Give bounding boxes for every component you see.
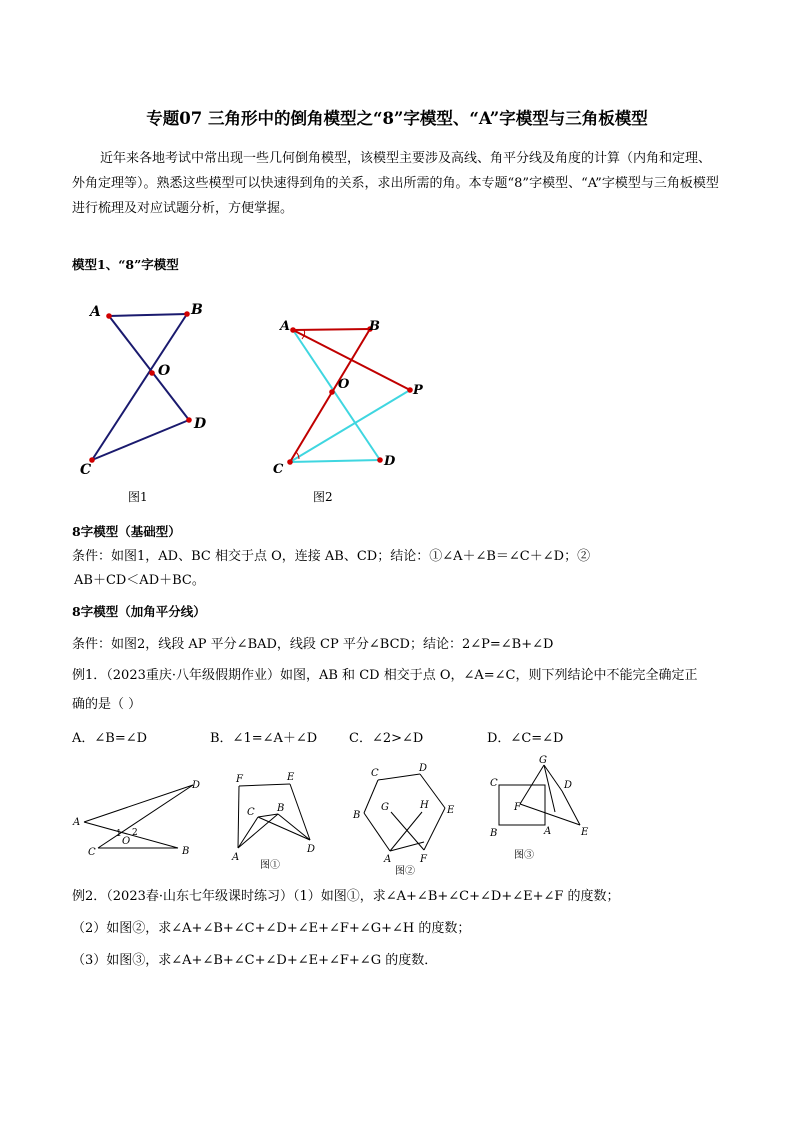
label-a: A bbox=[384, 854, 392, 865]
bisector-condition: 条件：如图2，线段 AP 平分∠BAD，线段 CP 平分∠BCD；结论：2∠P=∠B+∠D bbox=[72, 637, 554, 652]
intro-paragraph: 近年来各地考试中常出现一些几何倒角模型，该模型主要涉及高线、角平分线及角度的计算（内角和定理、外角定理等）。熟悉这些模型可以快速得到角的关系，求出所需的角。本专题“8”字模型、“A”字模型与三角板模型进行梳理及对应试题分析，方便掌握。 bbox=[72, 151, 719, 216]
segment-cd bbox=[92, 420, 189, 460]
figure-circled-2-caption: 图② bbox=[395, 866, 415, 877]
segment-cb bbox=[364, 780, 378, 813]
figure-circled-1 bbox=[228, 770, 328, 872]
figure-circled-3 bbox=[484, 752, 599, 864]
label-b: B bbox=[369, 319, 380, 334]
segment-ad bbox=[293, 330, 380, 460]
point-c bbox=[287, 459, 293, 465]
segment-ab bbox=[109, 314, 187, 316]
label-c: C bbox=[273, 462, 284, 477]
example2-line3: （3）如图③，求∠A+∠B+∠C+∠D+∠E+∠F+∠G 的度数． bbox=[72, 953, 438, 968]
example1-figure bbox=[68, 772, 208, 862]
label-d: D bbox=[384, 454, 396, 469]
point-p bbox=[407, 387, 413, 393]
label-d: D bbox=[564, 780, 573, 791]
label-c: C bbox=[371, 768, 379, 779]
figure-2-caption: 图2 bbox=[313, 490, 333, 504]
figure-circled-3-caption: 图③ bbox=[514, 850, 534, 861]
segment-bc bbox=[92, 314, 187, 460]
segment-ab bbox=[238, 814, 278, 848]
label-a: A bbox=[90, 304, 101, 320]
segment-cp bbox=[290, 390, 410, 462]
option-c: C．∠2>∠D bbox=[349, 731, 424, 746]
example1-line1: 例1．（2023重庆·八年级假期作业）如图，AB 和 CD 相交于点 O，∠A=∠C，则下列结论中不能完全确定正 bbox=[72, 668, 698, 683]
bisector-heading: 8字模型（加角平分线） bbox=[72, 604, 206, 619]
basic-condition-line2: AB＋CD＜AD＋BC。 bbox=[74, 573, 205, 588]
label-a: A bbox=[280, 319, 291, 334]
option-b: B．∠1=∠A＋∠D bbox=[210, 731, 318, 746]
label-f: F bbox=[420, 854, 427, 865]
label-a: A bbox=[232, 852, 240, 863]
label-d: D bbox=[307, 844, 316, 855]
label-b: B bbox=[182, 846, 190, 857]
segment-ba bbox=[364, 813, 390, 851]
point-a bbox=[290, 327, 296, 333]
figure-2 bbox=[270, 312, 440, 477]
label-f: F bbox=[514, 802, 521, 813]
point-o bbox=[149, 370, 155, 376]
label-o: O bbox=[338, 377, 350, 392]
label-b: B bbox=[277, 803, 285, 814]
segment-fe bbox=[239, 784, 290, 786]
point-o bbox=[329, 389, 335, 395]
label-o: O bbox=[158, 363, 171, 379]
label-d: D bbox=[419, 763, 428, 774]
figure-circled-2 bbox=[348, 760, 463, 878]
label-c: C bbox=[88, 847, 96, 858]
figure-1-caption: 图1 bbox=[128, 490, 148, 504]
model1-heading: 模型1、“8”字模型 bbox=[72, 257, 179, 272]
page-title: 专题07 三角形中的倒角模型之“8”字模型、“A”字模型与三角板模型 bbox=[146, 109, 648, 128]
segment-ac bbox=[238, 817, 258, 848]
label-c: C bbox=[247, 807, 255, 818]
segment-ad bbox=[109, 316, 189, 420]
segment-cd bbox=[290, 460, 380, 462]
point-d bbox=[186, 417, 192, 423]
label-g: G bbox=[539, 755, 547, 766]
label-e: E bbox=[287, 772, 295, 783]
segment-af-lower bbox=[390, 842, 424, 851]
label-h: H bbox=[420, 800, 429, 811]
angle-label-1: 1 bbox=[116, 829, 122, 839]
label-e: E bbox=[581, 827, 589, 838]
basic-heading: 8字模型（基础型） bbox=[72, 524, 181, 539]
label-b: B bbox=[353, 810, 361, 821]
segment-cd bbox=[378, 774, 420, 780]
figure-1 bbox=[72, 292, 232, 482]
label-a: A bbox=[544, 826, 552, 837]
point-a bbox=[106, 313, 112, 319]
segment-ga bbox=[544, 765, 555, 812]
label-g: G bbox=[381, 802, 389, 813]
point-d bbox=[377, 457, 383, 463]
segment-ab bbox=[293, 329, 370, 330]
segment-ah bbox=[390, 812, 422, 851]
figure-circled-1-caption: 图① bbox=[260, 860, 280, 871]
label-d: D bbox=[194, 416, 207, 432]
label-o: O bbox=[122, 836, 131, 847]
option-d: D．∠C=∠D bbox=[487, 731, 564, 746]
segment-fa bbox=[238, 786, 239, 848]
label-f: F bbox=[236, 774, 243, 785]
example2-line1: 例2．（2023春·山东七年级课时练习）（1）如图①，求∠A+∠B+∠C+∠D+∠E+∠F 的度数； bbox=[72, 889, 620, 904]
segment-ef bbox=[424, 808, 445, 850]
label-p: P bbox=[413, 383, 423, 398]
example2-line2: （2）如图②，求∠A+∠B+∠C+∠D+∠E+∠F+∠G+∠H 的度数； bbox=[72, 921, 471, 936]
basic-condition-line1: 条件：如图1，AD、BC 相交于点 O，连接 AB、CD；结论：①∠A＋∠B＝∠C＋∠D；② bbox=[72, 549, 591, 564]
segment-cd bbox=[258, 817, 310, 840]
angle-label-2: 2 bbox=[132, 828, 138, 838]
label-d: D bbox=[192, 780, 201, 791]
label-b: B bbox=[191, 302, 203, 318]
label-c: C bbox=[80, 462, 92, 478]
label-a: A bbox=[73, 817, 81, 828]
label-e: E bbox=[447, 805, 455, 816]
example1-line2: 确的是（ ） bbox=[72, 697, 142, 712]
label-b: B bbox=[490, 828, 498, 839]
point-b bbox=[184, 311, 190, 317]
segment-ad bbox=[84, 785, 193, 822]
label-c: C bbox=[490, 778, 498, 789]
option-a: A．∠B=∠D bbox=[72, 731, 148, 746]
